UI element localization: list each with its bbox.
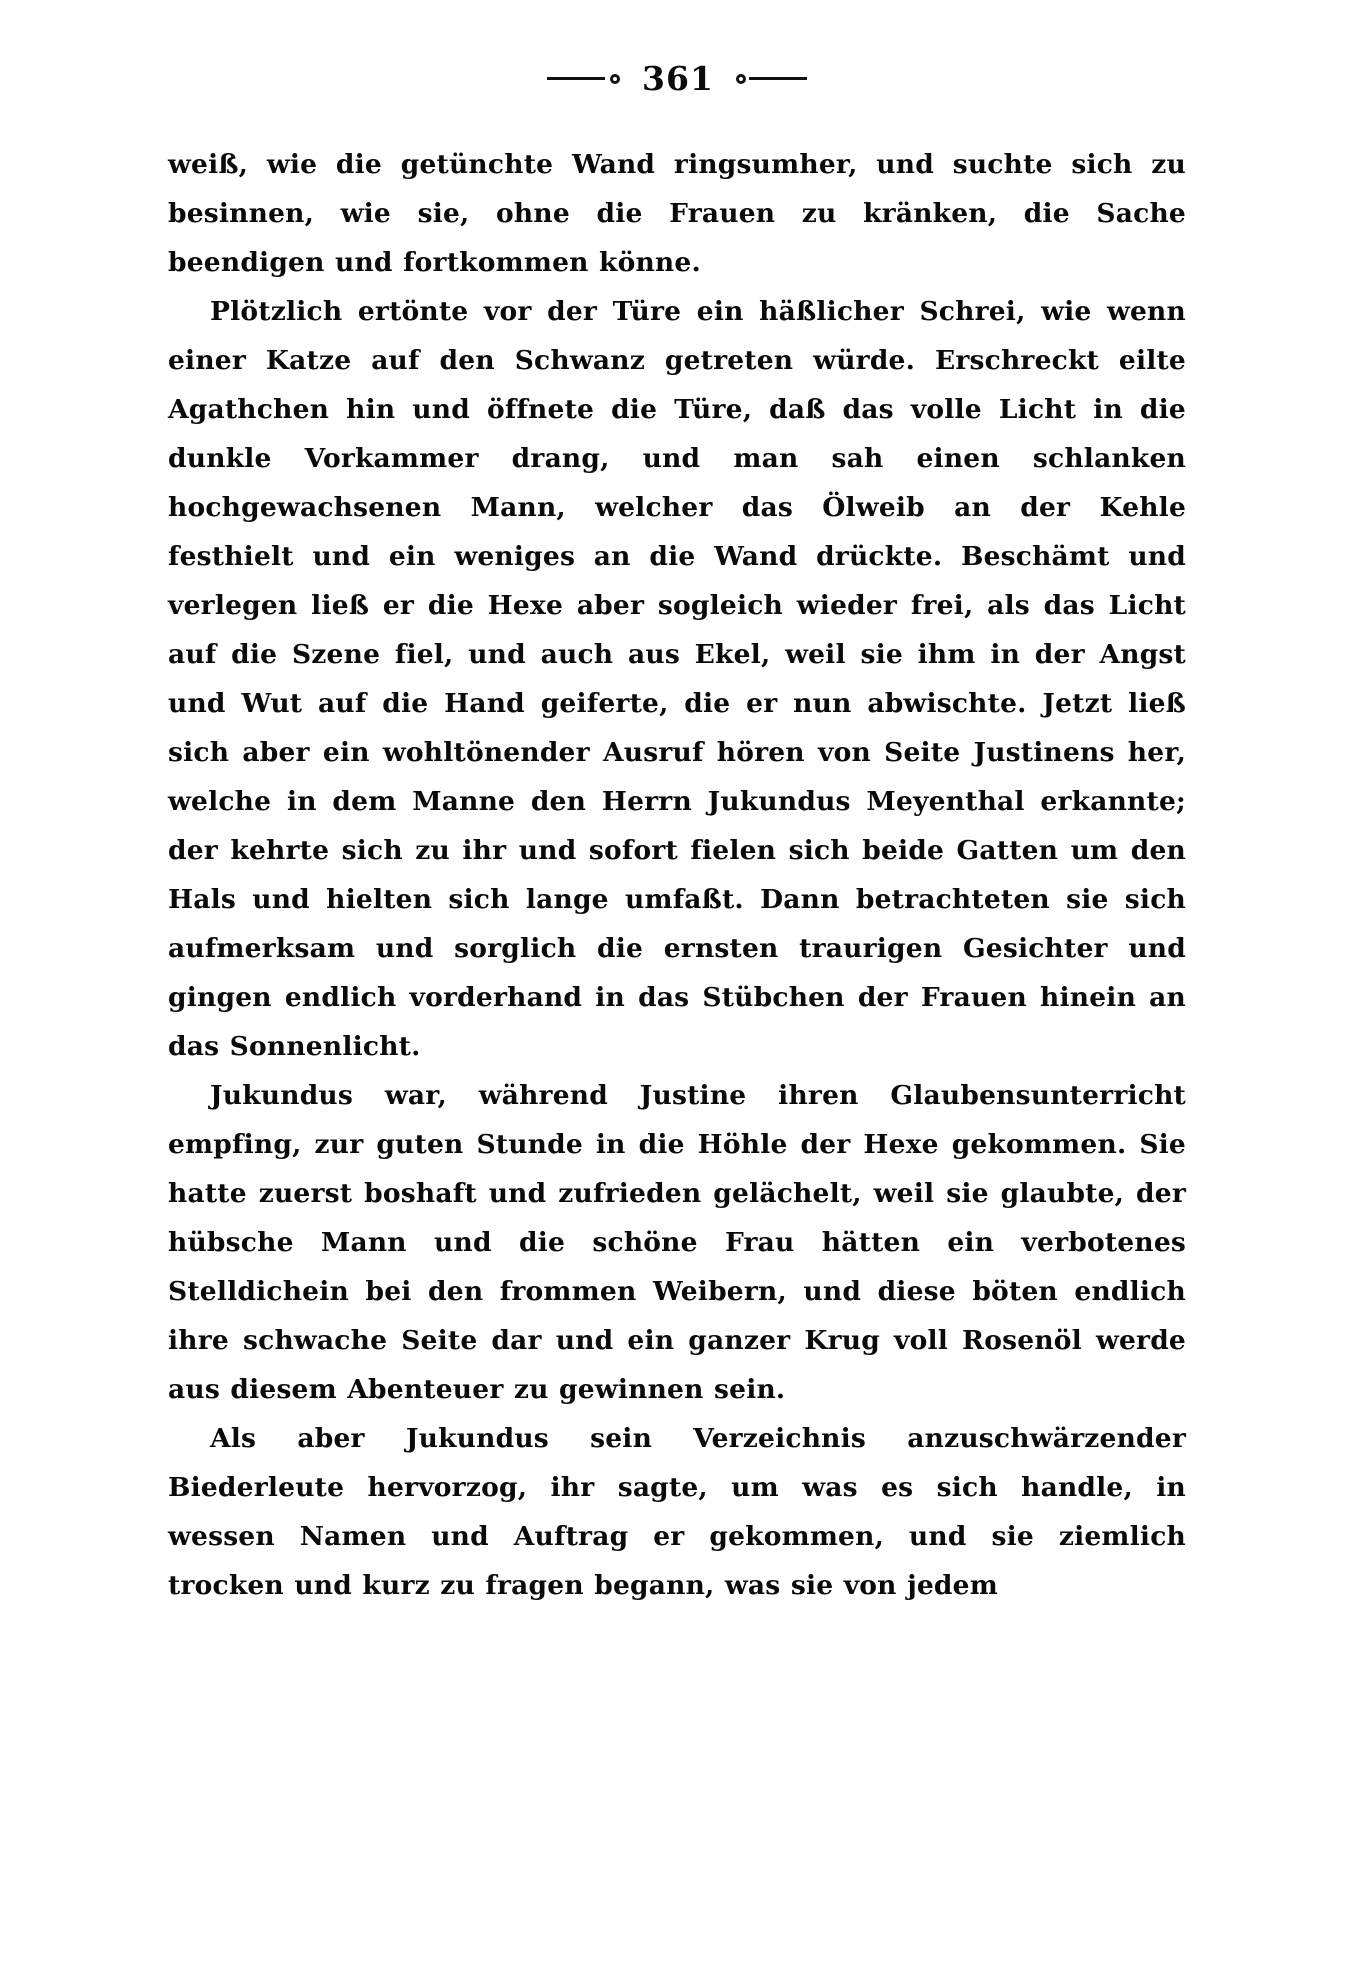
page-header (0, 59, 1354, 98)
paragraph: Als aber Jukundus sein Verzeichnis anzuschwärzender Biederleute hervorzog, ihr sagte, um was es sich handle, in wessen Namen und Auftrag er gekommen, und sie ziemlich trocken und kurz zu fragen begann, was sie von jedem (168, 1423, 1186, 1601)
paragraph: Jukundus war, während Justine ihren Glaubensunterricht empfing, zur guten Stunde in die Höhle der Hexe gekommen. Sie hatte zuerst boshaft und zufrieden gelächelt, weil sie glaubte, der hübsche Mann und die schöne Frau hätten ein verbotenes Stelldichein bei den frommen Weibern, und diese böten endlich ihre schwache Seite dar und ein ganzer Krug voll Rosenöl werde aus diesem Abenteuer zu gewinnen sein. (168, 1080, 1186, 1405)
page-body (168, 140, 1186, 1610)
ornament-left-icon (547, 74, 620, 84)
dot-right-icon (736, 74, 746, 84)
dot-left-icon (610, 74, 620, 84)
paragraph: Plötzlich ertönte vor der Türe ein häßlicher Schrei, wie wenn einer Katze auf den Schwanz getreten würde. Erschreckt eilte Agathchen hin und öffnete die Türe, daß das volle Licht in die dunkle Vorkammer drang, und man sah einen schlanken hochgewachsenen Mann, welcher das Ölweib an der Kehle festhielt und ein weniges an die Wand drückte. Beschämt und verlegen ließ er die Hexe aber sogleich wieder frei, als das Licht auf die Szene fiel, und auch aus Ekel, weil sie ihm in der Angst und Wut auf die Hand geiferte, die er nun abwischte. Jetzt ließ sich aber ein wohltönender Ausruf hören von Seite Justinens her, welche in dem Manne den Herrn Jukundus Meyenthal erkannte; der kehrte sich zu ihr und sofort fielen sich beide Gatten um den Hals und hielten sich lange umfaßt. Dann betrachteten sie sich aufmerksam und sorglich die ernsten traurigen Gesichter und gingen endlich vorderhand in das Stübchen der Frauen hinein an das Sonnenlicht. (168, 296, 1186, 1062)
page-number: 361 (642, 59, 714, 98)
ornament-right-icon (736, 74, 807, 84)
paragraph: weiß, wie die getünchte Wand ringsumher, und suchte sich zu besinnen, wie sie, ohne die Frauen zu kränken, die Sache beendigen und fortkommen könne. (168, 149, 1186, 278)
rule-left-icon (547, 77, 605, 80)
rule-right-icon (749, 77, 807, 80)
